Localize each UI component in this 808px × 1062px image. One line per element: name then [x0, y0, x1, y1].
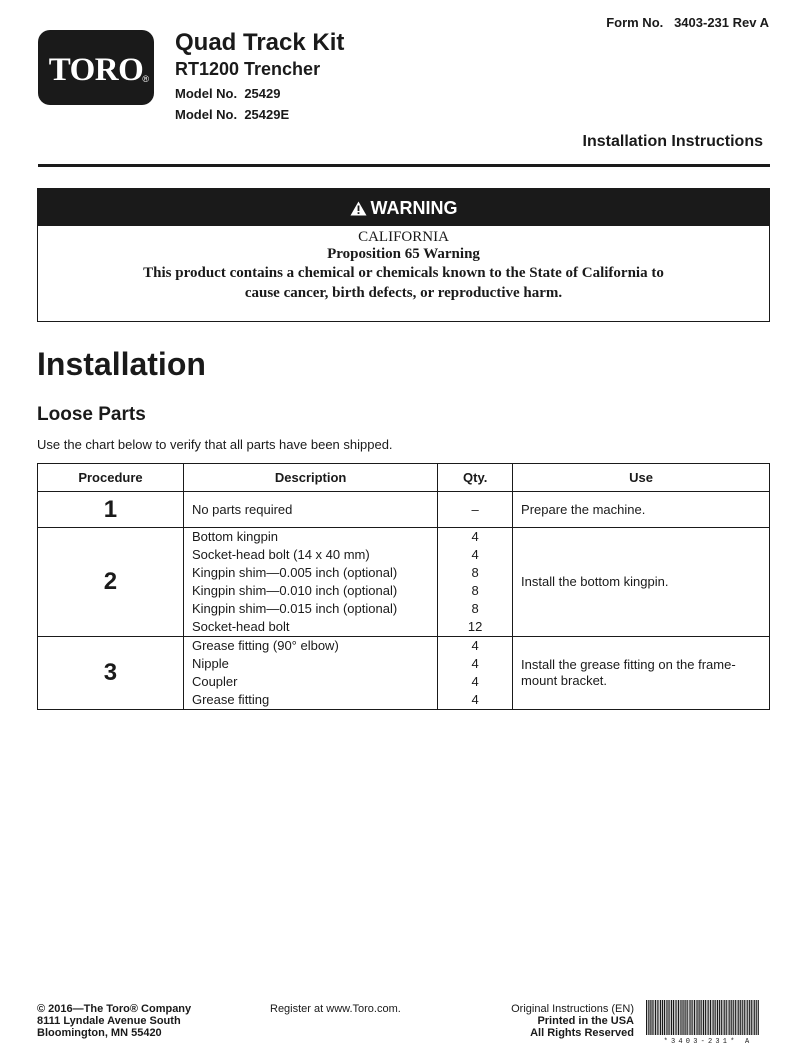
quantity-cell — [438, 637, 513, 710]
description-cell — [183, 492, 437, 528]
barcode-bar — [697, 1000, 698, 1035]
barcode-bar — [723, 1000, 724, 1035]
column-header: Description — [183, 464, 437, 492]
barcode-bar — [669, 1000, 670, 1035]
part-description: Kingpin shim—0.015 inch (optional) — [191, 601, 398, 616]
barcode-bar — [744, 1000, 745, 1035]
barcode-bar — [658, 1000, 659, 1035]
description-cell — [183, 528, 437, 637]
quantity-cell — [438, 528, 513, 637]
logo-registered-mark: ® — [142, 74, 149, 84]
barcode-bar — [721, 1000, 722, 1035]
barcode-bar — [751, 1000, 752, 1035]
model-number: Model No. 25429E — [175, 107, 290, 122]
part-description: Grease fitting (90° elbow) — [191, 638, 339, 653]
loose-parts-table — [37, 463, 770, 710]
barcode-bar — [740, 1000, 741, 1035]
barcode-bar — [650, 1000, 651, 1035]
barcode-bar — [728, 1000, 729, 1035]
prop65-warning-box — [37, 188, 770, 322]
barcode-bar — [756, 1000, 757, 1035]
barcode-bar — [737, 1000, 738, 1035]
part-quantity: 8 — [471, 565, 479, 580]
barcode-bar — [660, 1000, 661, 1035]
use-cell: Install the grease fitting on the frame-mount bracket. — [513, 637, 770, 710]
procedure-number: 2 — [38, 528, 184, 637]
part-description: Bottom kingpin — [191, 529, 278, 544]
part-quantity: 4 — [471, 656, 479, 671]
barcode-bar — [653, 1000, 654, 1035]
footer-print-info — [511, 1003, 634, 1039]
procedure-number: 3 — [38, 637, 184, 710]
barcode-bar — [753, 1000, 754, 1035]
column-header: Procedure — [38, 464, 184, 492]
part-quantity: 4 — [471, 692, 479, 707]
section-intro: Use the chart below to verify that all parts have been shipped. — [37, 437, 393, 452]
barcode-bar — [655, 1000, 656, 1035]
part-quantity: 12 — [467, 619, 483, 634]
barcode-bar — [749, 1000, 750, 1035]
barcode-bar — [694, 1000, 695, 1035]
description-cell — [183, 637, 437, 710]
barcode-text: *3403-231* A — [663, 1038, 753, 1044]
part-quantity: 8 — [471, 583, 479, 598]
barcode-bar — [671, 1000, 672, 1035]
barcode-bar — [678, 1000, 679, 1035]
header-divider — [38, 164, 770, 167]
warning-line: CALIFORNIA — [358, 229, 449, 245]
barcode-bar — [754, 1000, 755, 1035]
register-note: Register at www.Toro.com. — [270, 1003, 401, 1015]
use-cell: Prepare the machine. — [513, 492, 770, 528]
barcode-bar — [676, 1000, 677, 1035]
part-quantity: 4 — [471, 638, 479, 653]
part-quantity: 8 — [471, 601, 479, 616]
barcode-bar — [701, 1000, 702, 1035]
barcode-bar — [733, 1000, 734, 1035]
barcode-bar — [746, 1000, 747, 1035]
document-title: Quad Track Kit — [175, 29, 345, 56]
original-instructions: Original Instructions (EN) — [511, 1003, 634, 1015]
barcode-bar — [683, 1000, 684, 1035]
column-header: Use — [513, 464, 770, 492]
part-quantity: 4 — [471, 547, 479, 562]
barcode-bar — [687, 1000, 688, 1035]
barcode-bar — [666, 1000, 667, 1035]
part-description: Kingpin shim—0.010 inch (optional) — [191, 583, 398, 598]
barcode-bar — [685, 1000, 686, 1035]
barcode-bar — [712, 1000, 713, 1035]
part-description: Kingpin shim—0.005 inch (optional) — [191, 565, 398, 580]
barcode-bar — [713, 1000, 714, 1035]
section-title: Installation — [37, 346, 206, 382]
barcode-bar — [675, 1000, 676, 1035]
warning-line: This product contains a chemical or chemicals known to the State of California to — [143, 265, 664, 281]
toro-logo — [38, 30, 154, 105]
barcode-bar — [657, 1000, 658, 1035]
barcode-bar — [696, 1000, 697, 1035]
table-row — [38, 492, 770, 528]
barcode-bar — [673, 1000, 674, 1035]
barcode-bar — [690, 1000, 691, 1035]
barcode-bar — [707, 1000, 708, 1035]
barcode-bar — [731, 1000, 732, 1035]
barcode — [645, 999, 771, 1044]
barcode-bar — [705, 1000, 706, 1035]
barcode-bar — [689, 1000, 690, 1035]
quantity-cell — [438, 492, 513, 528]
barcode-bar — [646, 1000, 647, 1035]
model-number: Model No. 25429 — [175, 86, 281, 101]
barcode-bar — [719, 1000, 720, 1035]
warning-line: Proposition 65 Warning — [327, 246, 480, 262]
section-subtitle: Loose Parts — [37, 404, 146, 425]
barcode-bar — [667, 1000, 668, 1035]
warning-line: cause cancer, birth defects, or reproductive harm. — [244, 285, 563, 301]
table-row — [38, 528, 770, 637]
barcode-bar — [692, 1000, 693, 1035]
part-quantity: 4 — [471, 674, 479, 689]
barcode-bar — [726, 1000, 727, 1035]
printed-in: Printed in the USA — [537, 1015, 634, 1027]
barcode-bar — [724, 1000, 725, 1035]
barcode-bar — [681, 1000, 682, 1035]
warning-heading-text: WARNING — [370, 198, 458, 218]
barcode-bar — [664, 1000, 665, 1035]
warning-triangle-icon — [350, 201, 367, 216]
barcode-bar — [710, 1000, 711, 1035]
part-description: Socket-head bolt — [191, 619, 290, 634]
table-row — [38, 637, 770, 710]
part-description: Coupler — [191, 674, 238, 689]
part-description: Nipple — [191, 656, 229, 671]
part-description: Socket-head bolt (14 x 40 mm) — [191, 547, 370, 562]
part-description: Grease fitting — [191, 692, 270, 707]
table-header-row — [38, 464, 770, 492]
barcode-bar — [758, 1000, 759, 1035]
warning-heading — [38, 189, 769, 226]
document-subtitle: RT1200 Trencher — [175, 59, 321, 79]
part-quantity: 4 — [471, 529, 479, 544]
barcode-bar — [651, 1000, 652, 1035]
barcode-bar — [715, 1000, 716, 1035]
barcode-bar — [742, 1000, 743, 1035]
barcode-bar — [735, 1000, 736, 1035]
use-cell: Install the bottom kingpin. — [513, 528, 770, 637]
part-quantity: – — [471, 501, 479, 517]
rights-reserved: All Rights Reserved — [530, 1027, 634, 1039]
part-description: No parts required — [191, 501, 293, 517]
barcode-bar — [662, 1000, 663, 1035]
barcode-bar — [648, 1000, 649, 1035]
address-line: Bloomington, MN 55420 — [37, 1027, 162, 1039]
barcode-bar — [703, 1000, 704, 1035]
footer-company — [37, 1003, 191, 1039]
address-line: 8111 Lyndale Avenue South — [37, 1015, 181, 1027]
barcode-bar — [708, 1000, 709, 1035]
barcode-bar — [717, 1000, 718, 1035]
document-type: Installation Instructions — [582, 133, 763, 150]
barcode-bar — [699, 1000, 700, 1035]
barcode-bar — [729, 1000, 730, 1035]
barcode-bar — [747, 1000, 748, 1035]
form-number: Form No. 3403-231 Rev A — [606, 15, 769, 30]
column-header: Qty. — [438, 464, 513, 492]
barcode-bar — [738, 1000, 739, 1035]
logo-text: TORO — [48, 52, 144, 88]
copyright: © 2016—The Toro® Company — [37, 1003, 192, 1015]
procedure-number: 1 — [38, 492, 184, 528]
barcode-bar — [680, 1000, 681, 1035]
